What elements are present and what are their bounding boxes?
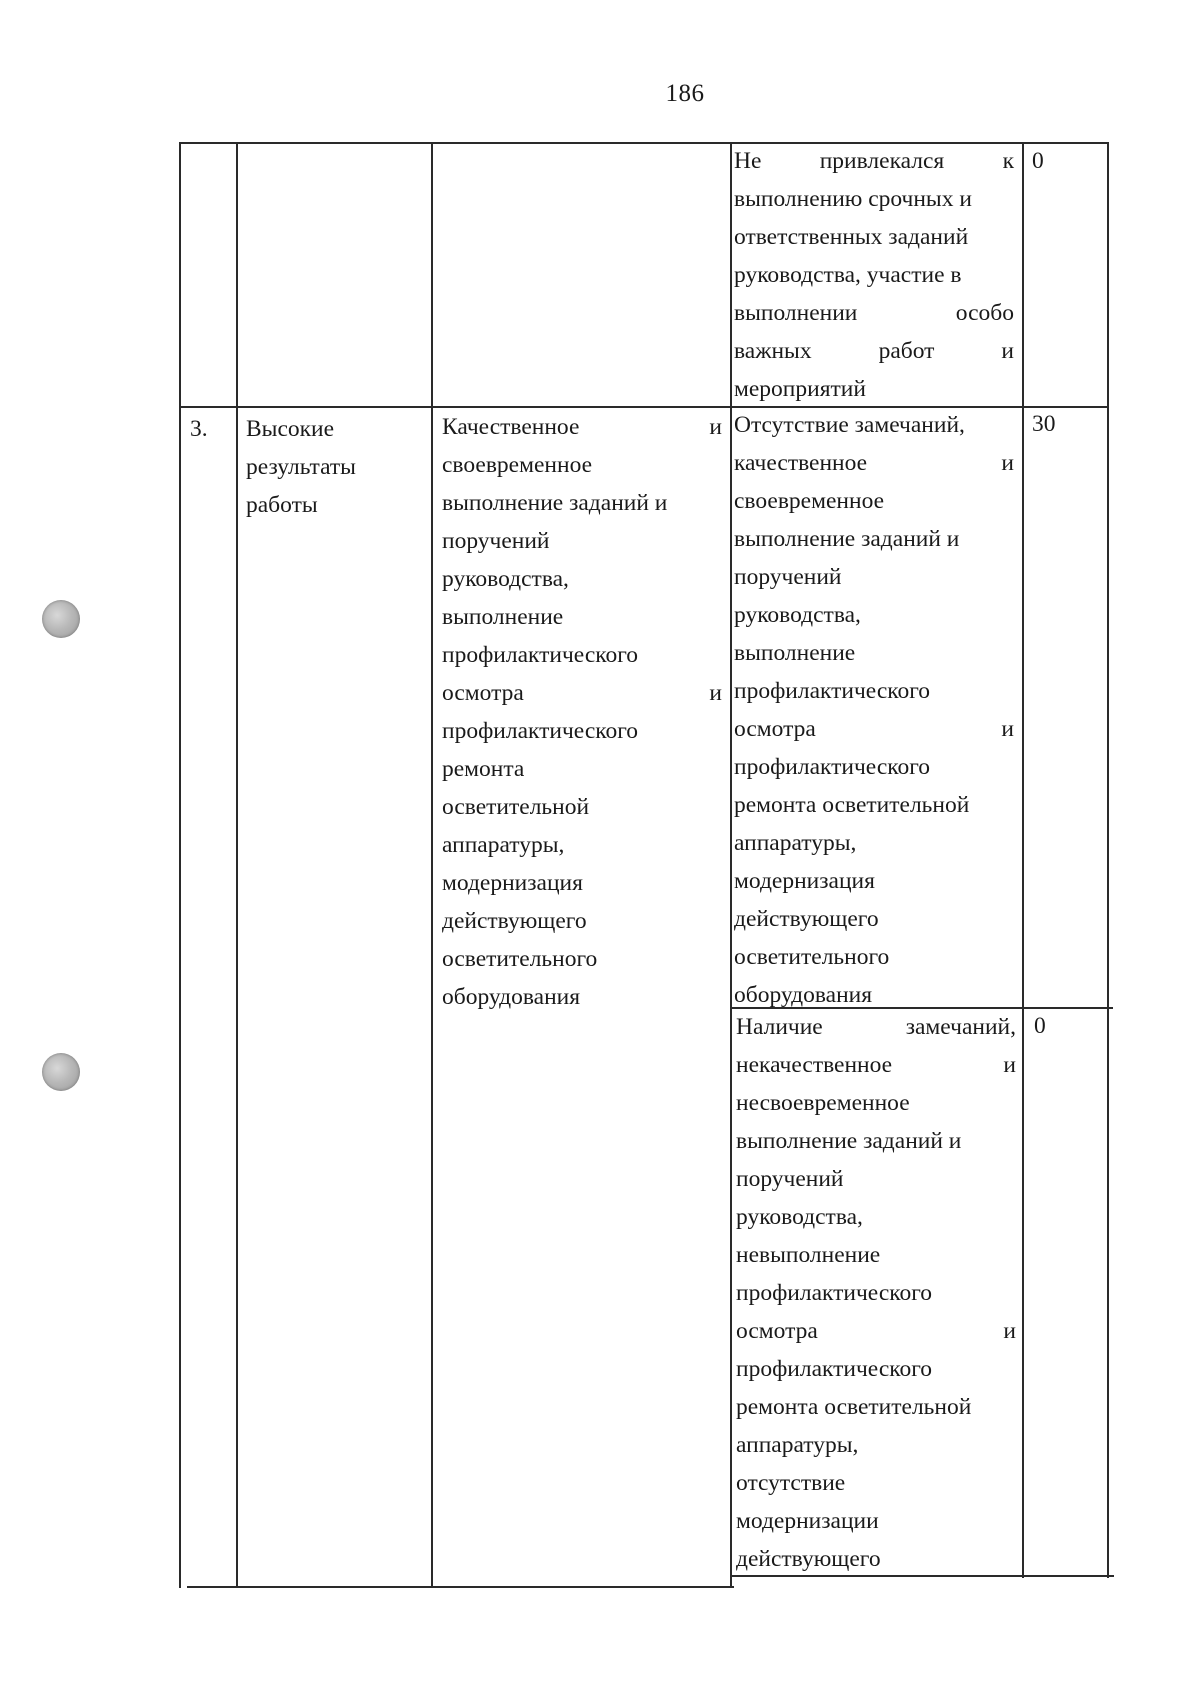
text-line: действующего (734, 906, 879, 932)
text-line: поручений (736, 1166, 844, 1192)
text-line: ремонта осветительной (734, 792, 970, 818)
text-line: своевременное (442, 452, 593, 478)
text-line: аппаратуры, (734, 830, 857, 856)
text-line: выполнение заданий и (736, 1128, 962, 1154)
text-line: аппаратуры, (442, 832, 565, 858)
text-line: модернизация (734, 868, 875, 894)
text-line: ответственных заданий (734, 224, 969, 250)
text-line: оборудования (442, 984, 581, 1010)
text-line: осмотра и (734, 716, 1014, 742)
text-line: поручений (734, 564, 842, 590)
text-line: профилактического (442, 642, 639, 668)
text-line: невыполнение (736, 1242, 881, 1268)
positive-outcome-score: 30 (1032, 411, 1056, 437)
text-line: действующего (442, 908, 587, 934)
text-line: действующего (736, 1546, 881, 1572)
text-line: осмотра и (442, 680, 722, 706)
text-line: Отсутствие замечаний, (734, 412, 965, 438)
text-line: выполнение заданий и (442, 490, 668, 516)
text-line: Не привлекался к (734, 148, 1014, 174)
text-line: выполнение заданий и (734, 526, 960, 552)
text-line: профилактического (734, 678, 931, 704)
text-line: осветительной (442, 794, 590, 820)
text-line: аппаратуры, (736, 1432, 859, 1458)
row-number: 3. (190, 416, 208, 442)
text-line: оборудования (734, 982, 873, 1008)
text-line: осмотра и (736, 1318, 1016, 1344)
text-line: несвоевременное (736, 1090, 910, 1116)
negative-outcome-score: 0 (1034, 1013, 1046, 1039)
positive-outcome-cell (734, 406, 1014, 1014)
binder-hole-bottom (42, 1053, 80, 1091)
col-border-condition (730, 142, 732, 1588)
text-line: некачественное и (736, 1052, 1016, 1078)
criterion-cell (246, 410, 426, 524)
text-line: руководства, (734, 602, 861, 628)
col-border-right (1107, 142, 1109, 1578)
top-row-outcome-cell (734, 142, 1014, 408)
text-line: модернизация (442, 870, 583, 896)
col-border-left (179, 142, 181, 1588)
col-border-outcome (1022, 142, 1024, 1578)
text-line: выполнению срочных и (734, 186, 972, 212)
page-number: 186 (665, 80, 705, 107)
text-line: своевременное (734, 488, 885, 514)
table-bottom-left-border (187, 1586, 734, 1588)
text-line: выполнении особо (734, 300, 1014, 326)
text-line: профилактического (736, 1280, 933, 1306)
text-line: руководства, (442, 566, 569, 592)
negative-outcome-cell (736, 1008, 1016, 1578)
col-border-criterion (431, 142, 433, 1588)
text-line: осветительного (734, 944, 890, 970)
condition-cell (442, 408, 722, 1016)
text-line: важных работ и (734, 338, 1014, 364)
text-line: мероприятий (734, 376, 866, 402)
text-line: руководства, (736, 1204, 863, 1230)
text-line: ремонта осветительной (736, 1394, 972, 1420)
text-line: Качественное и (442, 414, 722, 440)
text-line: выполнение (442, 604, 564, 630)
col-border-num (236, 142, 238, 1588)
text-line: Наличие замечаний, (736, 1014, 1016, 1040)
text-line: профилактического (442, 718, 639, 744)
text-line: выполнение (734, 640, 856, 666)
text-line: результаты (246, 454, 356, 480)
text-line: отсутствие (736, 1470, 846, 1496)
text-line: руководства, участие в (734, 262, 962, 288)
text-line: Высокие (246, 416, 335, 442)
text-line: качественное и (734, 450, 1014, 476)
top-row-score: 0 (1032, 148, 1044, 174)
binder-hole-top (42, 600, 80, 638)
text-line: работы (246, 492, 318, 518)
text-line: модернизации (736, 1508, 879, 1534)
text-line: профилактического (736, 1356, 933, 1382)
text-line: осветительного (442, 946, 598, 972)
text-line: ремонта (442, 756, 525, 782)
text-line: поручений (442, 528, 550, 554)
text-line: профилактического (734, 754, 931, 780)
